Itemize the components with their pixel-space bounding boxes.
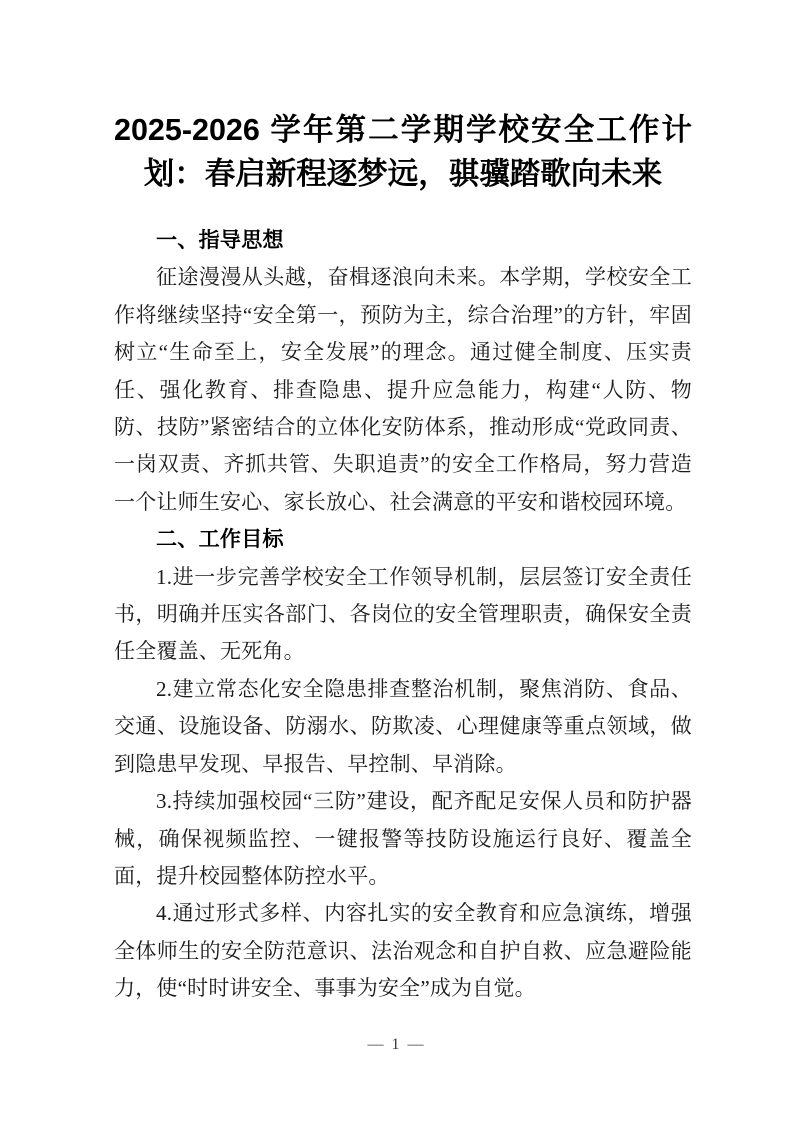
section-1-paragraph-1: 征途漫漫从头越，奋楫逐浪向未来。本学期，学校安全工作将继续坚持“安全第一，预防为主，综合治理”的方针，牢固树立“生命至上，安全发展”的理念。通过健全制度、压实责任、强化教育、排查隐患、提升应急能力，构建“人防、物防、技防”紧密结合的立体化安防体系，推动形成“党政同责、一岗双责、齐抓共管、失职追责”的安全工作格局，努力营造一个让师生安心、家长放心、社会满意的平安和谐校园环境。 [114,265,692,514]
section-heading-1: 一、指导思想 [156,229,284,252]
page-title: 2025-2026 学年第二学期学校安全工作计划：春启新程逐梦远，骐骥踏歌向未来 [114,113,692,191]
section-2-paragraph-3: 3.持续加强校园“三防”建设，配齐配足安保人员和防护器械，确保视频监控、一键报警等技防设施运行良好、覆盖全面，提升校园整体防控水平。 [114,789,692,888]
section-2-paragraph-1: 1.进一步完善学校安全工作领导机制，层层签订安全责任书，明确并压实各部门、各岗位的安全管理职责，确保安全责任全覆盖、无死角。 [114,564,692,664]
document-content [114,108,692,1008]
section-2-paragraph-4: 4.通过形式多样、内容扎实的安全教育和应急演练，增强全体师生的安全防范意识、法治观念和自护自救、应急避险能力，使“时时讲安全、事事为安全”成为自觉。 [114,901,692,1001]
section-2-paragraph-2: 2.建立常态化安全隐患排查整治机制，聚焦消防、食品、交通、设施设备、防溺水、防欺凌、心理健康等重点领域，做到隐患早发现、早报告、早控制、早消除。 [114,676,692,776]
page-number: — 1 — [367,1036,426,1053]
section-heading-2: 二、工作目标 [156,528,284,552]
